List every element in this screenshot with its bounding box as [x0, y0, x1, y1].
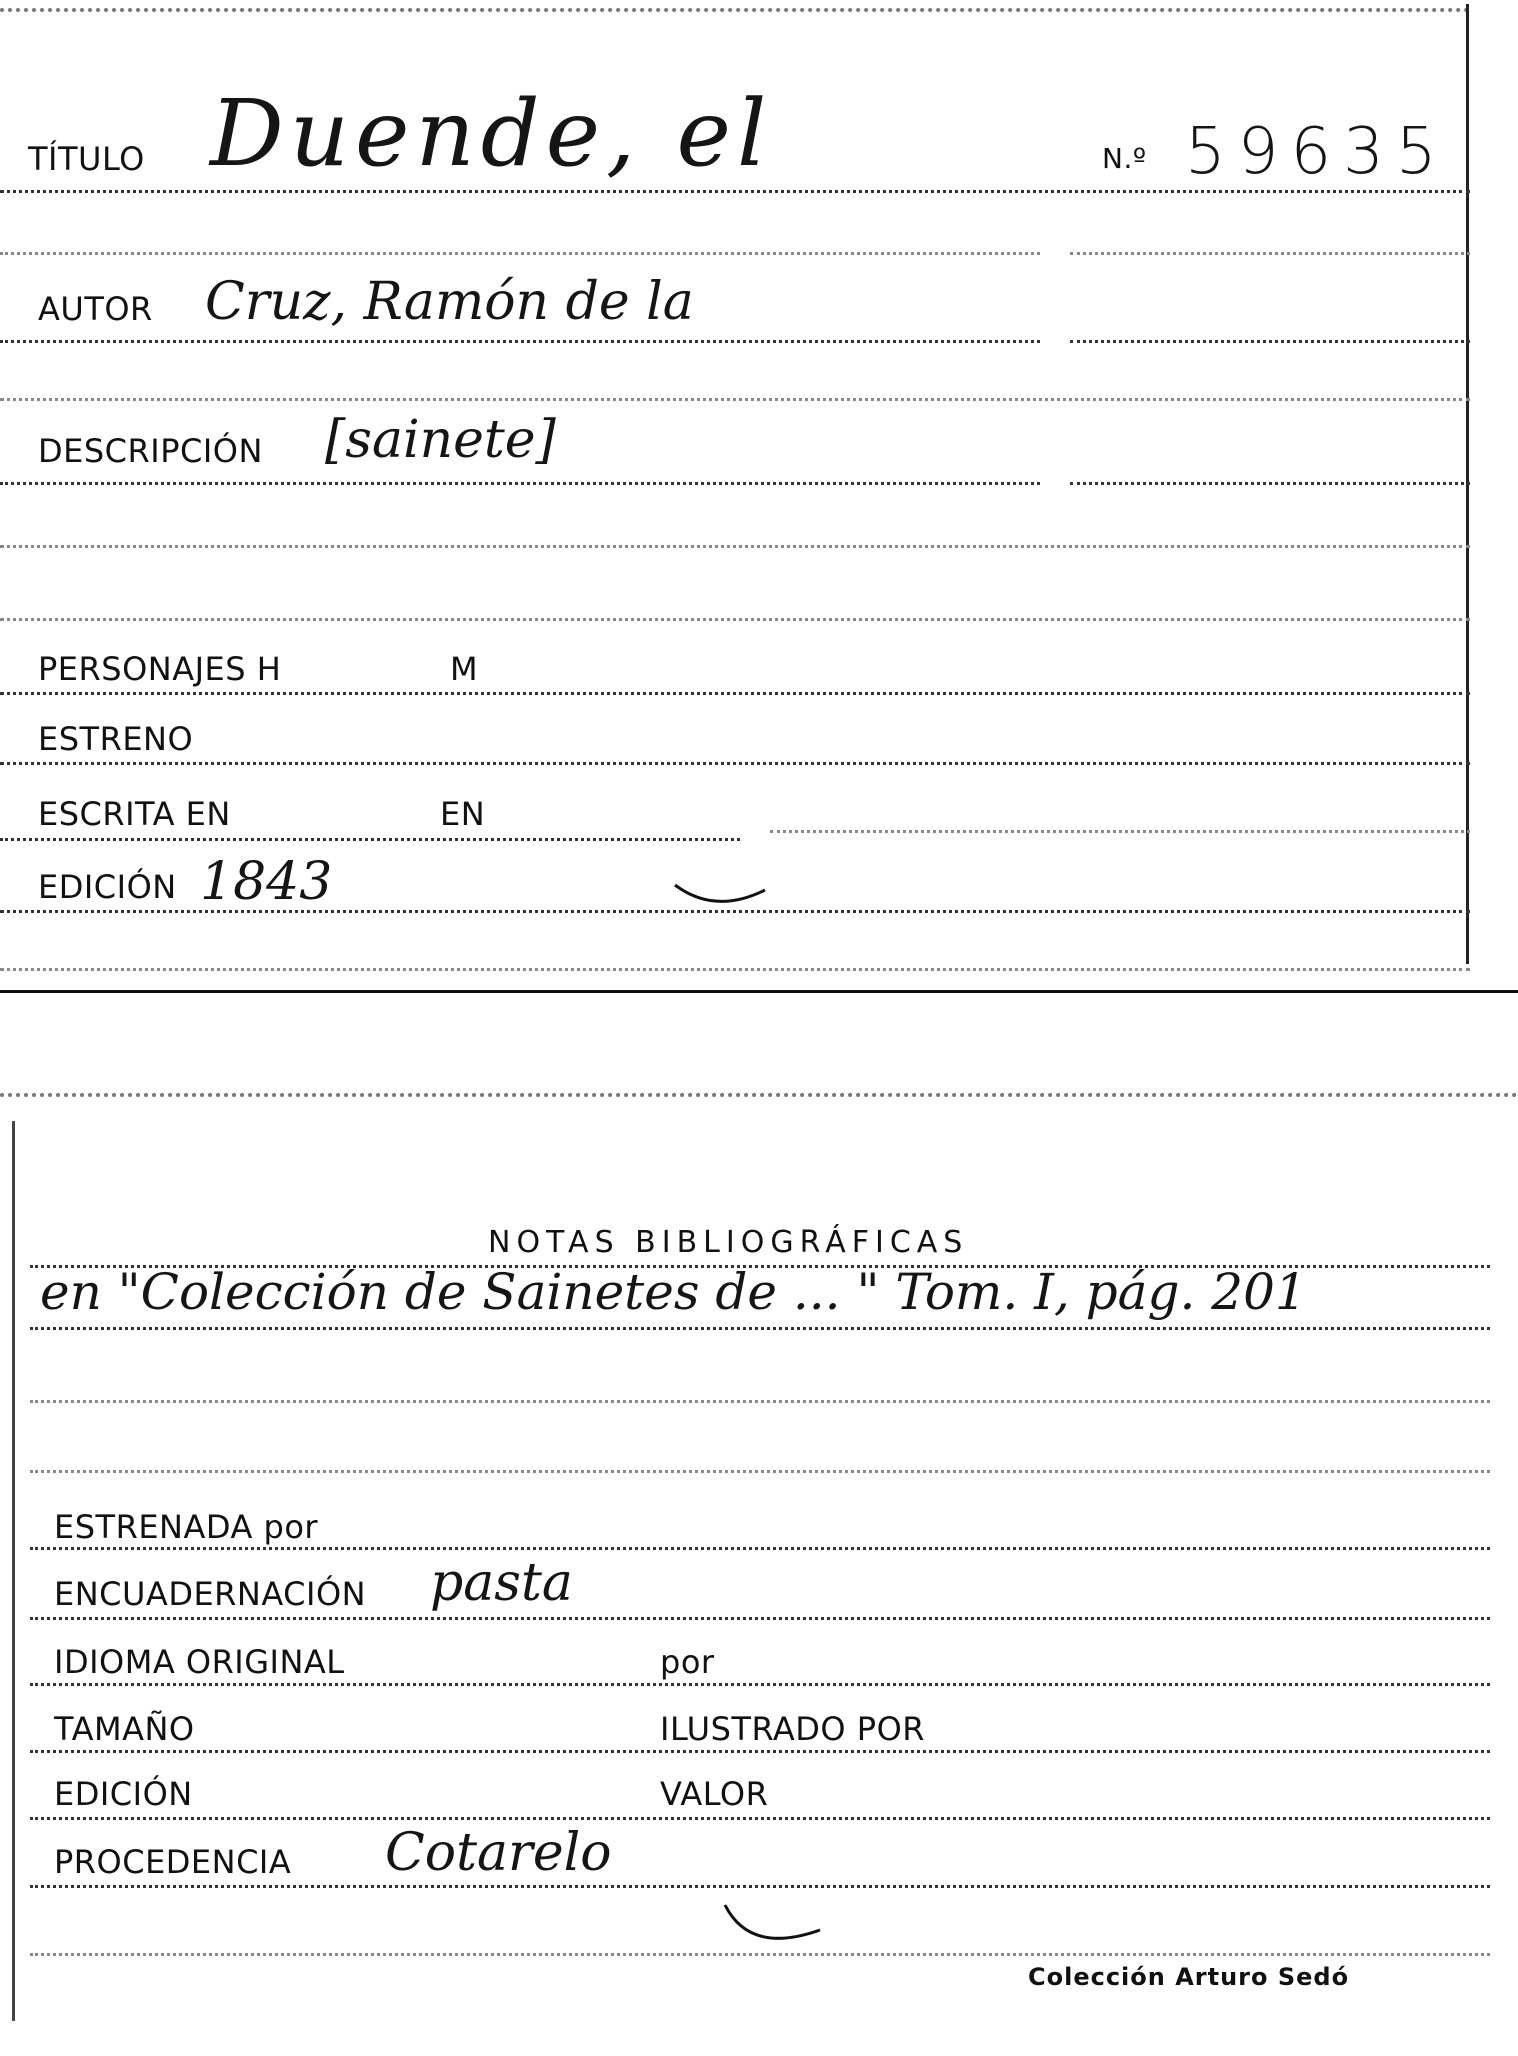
autor-value: Cruz, Ramón de la: [205, 272, 694, 332]
blank-line-b2: [30, 1470, 1490, 1473]
tamano-line: [30, 1750, 1490, 1753]
autor-label: AUTOR: [38, 290, 153, 328]
back-punch-hole-mark: [720, 1900, 830, 1960]
descripcion-line: [0, 482, 1040, 485]
personajes-h-label: PERSONAJES H: [38, 650, 282, 688]
blank-line-b3: [30, 1953, 1490, 1956]
back-edicion-label: EDICIÓN: [54, 1775, 193, 1813]
card-separator: [0, 990, 1518, 993]
blank-line-3: [0, 545, 1470, 548]
personajes-m-label: M: [450, 650, 479, 688]
numero-value: 59635: [1185, 115, 1449, 189]
procedencia-value: Cotarelo: [385, 1823, 612, 1883]
edicion-back-line: [30, 1817, 1490, 1820]
estrenada-label: ESTRENADA por: [54, 1508, 319, 1546]
encuadernacion-label: ENCUADERNACIÓN: [54, 1575, 367, 1613]
notas-heading: NOTAS BIBLIOGRÁFICAS: [488, 1225, 969, 1260]
escrita-line: [0, 838, 740, 841]
numero-label: N.º: [1102, 142, 1147, 175]
personajes-line: [0, 692, 1470, 695]
titulo-line: [0, 190, 1470, 193]
escrita-en2-label: EN: [440, 795, 486, 833]
estrenada-line: [30, 1547, 1490, 1550]
ilustrado-label: ILUSTRADO POR: [660, 1710, 925, 1748]
procedencia-label: PROCEDENCIA: [54, 1843, 292, 1881]
procedencia-line: [30, 1885, 1490, 1888]
autor-line: [0, 340, 1040, 343]
encuadernacion-line: [30, 1617, 1490, 1620]
note-text: en "Colección de Sainetes de ... " Tom. I, pág. 201: [40, 1263, 1307, 1321]
encuadernacion-value: pasta: [430, 1553, 573, 1613]
note-line: [30, 1327, 1490, 1330]
punch-hole-mark: [670, 865, 770, 915]
descripcion-value: [sainete]: [325, 410, 556, 470]
blank-line-4: [0, 618, 1470, 621]
back-top-edge: [0, 1093, 1518, 1097]
blank-line-5: [0, 968, 1470, 971]
valor-label: VALOR: [660, 1775, 769, 1813]
edicion-label: EDICIÓN: [38, 868, 177, 906]
estreno-line: [0, 762, 1470, 765]
autor-line-b: [1070, 340, 1470, 343]
tamano-label: TAMAÑO: [54, 1710, 195, 1748]
descripcion-line-b: [1070, 482, 1470, 485]
idioma-label: IDIOMA ORIGINAL: [54, 1643, 345, 1681]
blank-line-2: [0, 398, 1470, 401]
estreno-label: ESTRENO: [38, 720, 194, 758]
escrita-en-label: ESCRITA EN: [38, 795, 231, 833]
collection-footer: Colección Arturo Sedó: [1028, 1963, 1350, 1991]
blank-line-1: [0, 252, 1040, 255]
escrita-line-b: [770, 830, 1470, 833]
titulo-label: TÍTULO: [28, 140, 145, 178]
por-label: por: [660, 1643, 715, 1681]
card-top-edge: [0, 8, 1470, 12]
edicion-value: 1843: [200, 852, 333, 912]
back-left-edge: [12, 1121, 15, 2021]
descripcion-label: DESCRIPCIÓN: [38, 432, 263, 470]
blank-line-b1: [30, 1400, 1490, 1403]
blank-line-1b: [1070, 252, 1470, 255]
catalog-card-back: [0, 1085, 1518, 2045]
catalog-card-front: [0, 0, 1518, 980]
idioma-line: [30, 1683, 1490, 1686]
titulo-value: Duende, el: [210, 80, 773, 187]
